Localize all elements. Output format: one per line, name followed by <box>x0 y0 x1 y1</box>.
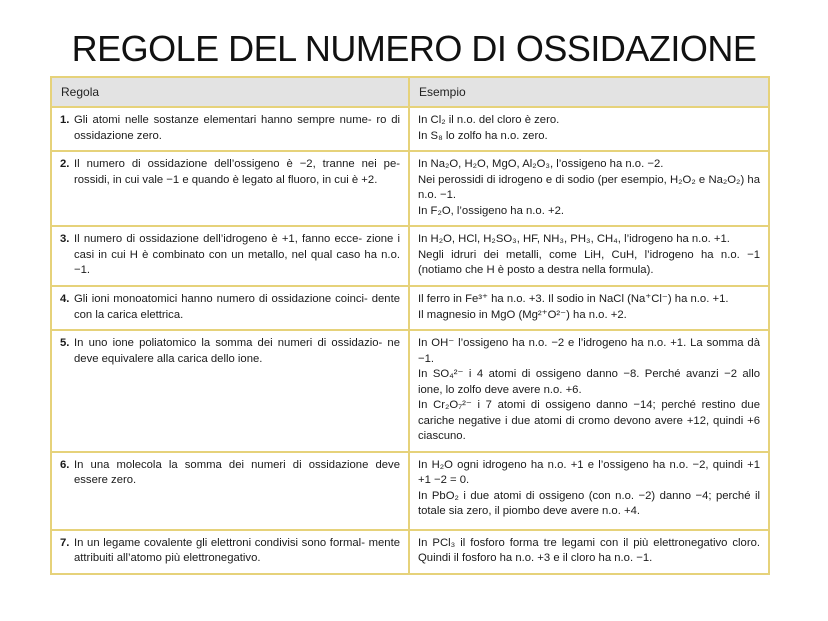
rule-cell <box>52 331 410 451</box>
example-line: In H₂O, HCl, H₂SO₃, HF, NH₃, PH₃, CH₄, l’idrogeno ha n.o. +1. <box>418 233 730 245</box>
rule-text: In uno ione poliatomico la somma dei numeri di ossidazio- ne deve equivalere alla carica dello ione. <box>74 337 400 365</box>
example-line: Il ferro in Fe³⁺ ha n.o. +3. Il sodio in NaCl (Na⁺Cl⁻) ha n.o. +1. <box>418 293 729 305</box>
table-row <box>52 152 768 227</box>
rule-text: Il numero di ossidazione dell’idrogeno è +1, fanno ecce- zione i casi in cui H è combinato con un metallo, nel qual caso ha n.o. −1. <box>74 233 400 276</box>
rules-table <box>50 76 770 575</box>
table-row <box>52 453 768 531</box>
example-line: In F₂O, l’ossigeno ha n.o. +2. <box>418 204 564 217</box>
example-cell <box>410 108 768 150</box>
rule-number: 5. <box>60 337 70 349</box>
rule-cell <box>52 453 410 529</box>
table-header <box>52 78 768 108</box>
table-body <box>52 108 768 573</box>
example-line: Il magnesio in MgO (Mg²⁺O²⁻) ha n.o. +2. <box>418 308 627 321</box>
example-line: In SO₄²⁻ i 4 atomi di ossigeno danno −8. Perché avanzi −2 allo ione, lo zolfo deve avere n.o. +6. <box>418 368 760 396</box>
table-row <box>52 331 768 453</box>
table-row <box>52 227 768 287</box>
rule-cell <box>52 152 410 225</box>
rule-text: Gli ioni monoatomici hanno numero di ossidazione coinci- dente con la carica elettrica. <box>74 293 400 321</box>
rule-number: 4. <box>60 293 70 305</box>
rule-number: 3. <box>60 233 70 245</box>
rule-text: Il numero di ossidazione dell’ossigeno è −2, tranne nei pe- rossidi, in cui vale −1 e quando è legato al fluoro, in cui è +2. <box>74 158 400 186</box>
rule-number: 2. <box>60 158 70 170</box>
example-line: In PbO₂ i due atomi di ossigeno (con n.o. −2) danno −4; perché il totale sia zero, il piombo deve avere n.o. +4. <box>418 489 760 517</box>
table-row <box>52 108 768 152</box>
example-line: In S₈ lo zolfo ha n.o. zero. <box>418 129 548 142</box>
example-line: In PCl₃ il fosforo forma tre legami con il più elettronegativo cloro. Quindi il fosforo ha n.o. +3 e il cloro ha n.o. −1. <box>418 536 760 564</box>
example-cell <box>410 227 768 285</box>
example-line: Nei perossidi di idrogeno e di sodio (per esempio, H₂O₂ e Na₂O₂) ha n.o. −1. <box>418 173 760 201</box>
rule-cell <box>52 108 410 150</box>
rule-text: In un legame covalente gli elettroni condivisi sono formal- mente attribuiti all’atomo più elettronegativo. <box>74 536 400 564</box>
rule-cell <box>52 531 410 573</box>
page-title: REGOLE DEL NUMERO DI OSSIDAZIONE <box>71 28 757 69</box>
rule-number: 6. <box>60 458 70 471</box>
rule-cell <box>52 227 410 285</box>
rule-text: In una molecola la somma dei numeri di ossidazione deve essere zero. <box>74 458 400 486</box>
example-line: Negli idruri dei metalli, come LiH, CuH, l’idrogeno ha n.o. −1 (notiamo che H è posto a destra nella formula). <box>418 248 760 276</box>
example-line: In Cl₂ il n.o. del cloro è zero. <box>418 114 560 126</box>
example-cell <box>410 287 768 329</box>
example-cell <box>410 453 768 529</box>
example-cell <box>410 152 768 225</box>
header-example: Esempio <box>419 85 466 99</box>
example-cell <box>410 531 768 573</box>
example-line: In Cr₂O₇²⁻ i 7 atomi di ossigeno danno −14; perché restino due cariche negative i due atomi di cromo devono avere +12, quindi +6 ciascuno. <box>418 399 760 442</box>
rule-number: 1. <box>60 114 70 126</box>
table-row <box>52 287 768 331</box>
rule-number: 7. <box>60 536 70 549</box>
table-row <box>52 531 768 573</box>
example-line: In Na₂O, H₂O, MgO, Al₂O₃, l’ossigeno ha n.o. −2. <box>418 158 664 170</box>
example-cell <box>410 331 768 451</box>
example-line: In H₂O ogni idrogeno ha n.o. +1 e l’ossigeno ha n.o. −2, quindi +1 +1 −2 = 0. <box>418 458 760 486</box>
rule-cell <box>52 287 410 329</box>
rule-text: Gli atomi nelle sostanze elementari hanno sempre nume- ro di ossidazione zero. <box>74 114 400 142</box>
header-rule: Regola <box>52 78 410 106</box>
example-line: In OH⁻ l’ossigeno ha n.o. −2 e l’idrogeno ha n.o. +1. La somma dà −1. <box>418 337 760 365</box>
